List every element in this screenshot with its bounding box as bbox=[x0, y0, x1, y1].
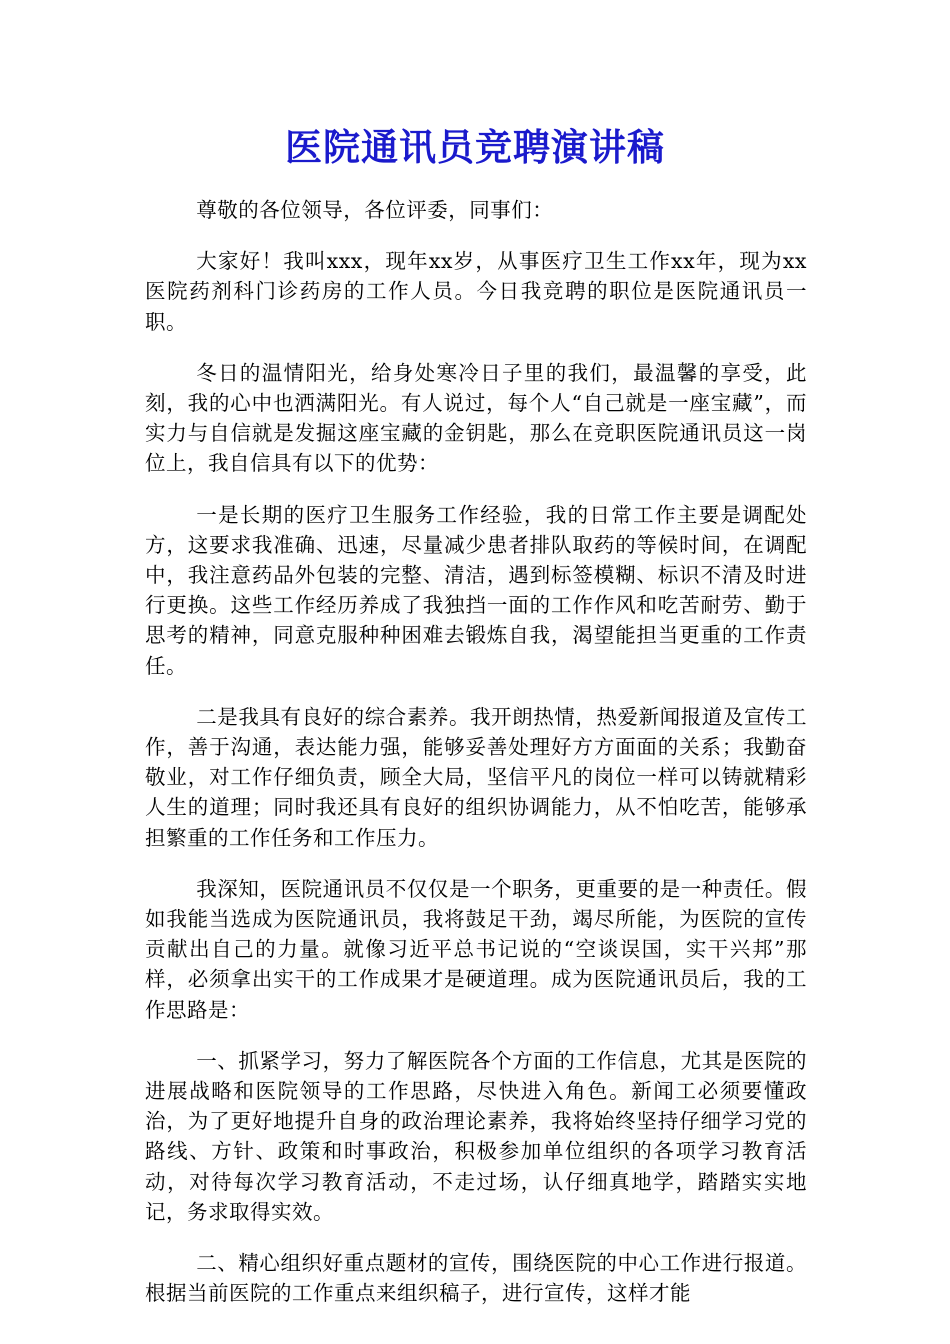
paragraph-salutation: 尊敬的各位领导，各位评委，同事们： bbox=[196, 198, 554, 222]
paragraph-plan-two: 二、精心组织好重点题材的宣传，围绕医院的中心工作进行报道。根据当前医院的工作重点来组织稿子，进行宣传，这样才能 bbox=[145, 1251, 807, 1306]
paragraph-advantages-intro: 冬日的温情阳光，给身处寒冷日子里的我们，最温馨的享受，此刻，我的心中也洒满阳光。有人说过，每个人“自己就是一座宝藏”，而实力与自信就是发掘这座宝藏的金钥匙，那么在竞职医院通讯员这一岗位上，我自信具有以下的优势： bbox=[145, 360, 807, 476]
paragraph-responsibility: 我深知，医院通讯员不仅仅是一个职务，更重要的是一种责任。假如我能当选成为医院通讯员，我将鼓足干劲，竭尽所能，为医院的宣传贡献出自己的力量。就像习近平总书记说的“空谈误国，实干兴邦”那样，必须拿出实干的工作成果才是硬道理。成为医院通讯员后，我的工作思路是： bbox=[145, 876, 807, 1022]
paragraph-introduction: 大家好！我叫xxx，现年xx岁，从事医疗卫生工作xx年，现为xx医院药剂科门诊药房的工作人员。今日我竞聘的职位是医院通讯员一职。 bbox=[145, 249, 807, 334]
document-body bbox=[145, 195, 807, 1330]
paragraph-advantage-two: 二是我具有良好的综合素养。我开朗热情，热爱新闻报道及宣传工作，善于沟通，表达能力强，能够妥善处理好方方面面的关系；我勤奋敬业，对工作仔细负责，顾全大局，坚信平凡的岗位一样可以铸就精彩人生的道理；同时我还具有良好的组织协调能力，从不怕吃苦，能够承担繁重的工作任务和工作压力。 bbox=[145, 704, 807, 850]
paragraph-plan-one: 一、抓紧学习，努力了解医院各个方面的工作信息，尤其是医院的进展战略和医院领导的工作思路，尽快进入角色。新闻工必须要懂政治，为了更好地提升自身的政治理论素养，我将始终坚持仔细学习党的路线、方针、政策和时事政治，积极参加单位组织的各项学习教育活动，对待每次学习教育活动，不走过场，认仔细真地学，踏踏实实地记，务求取得实效。 bbox=[145, 1048, 807, 1224]
document-title: 医院通讯员竞聘演讲稿 bbox=[285, 125, 665, 169]
paragraph-advantage-one: 一是长期的医疗卫生服务工作经验，我的日常工作主要是调配处方，这要求我准确、迅速，尽量减少患者排队取药的等候时间，在调配中，我注意药品外包装的完整、清洁，遇到标签模糊、标识不清及时进行更换。这些工作经历养成了我独挡一面的工作作风和吃苦耐劳、勤于思考的精神，同意克服种种困难去锻炼自我，渴望能担当更重的工作责任。 bbox=[145, 502, 807, 678]
